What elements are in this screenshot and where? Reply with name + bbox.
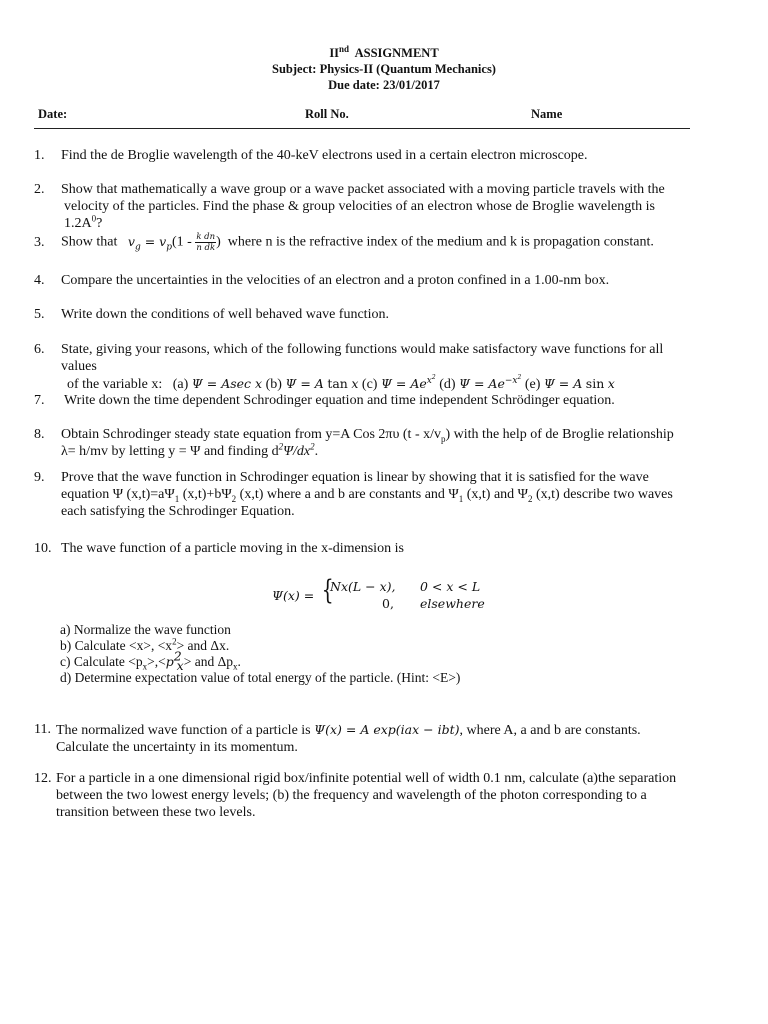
date-label: Date: — [38, 107, 68, 121]
piecewise-wave-function: Ψ(x) = { Nx(L − x), 0, 0 < x < L elsewhere — [272, 575, 485, 611]
linear-combination-line: equation Ψ $(x,t)=a\Psi_1$ $(x,t)+b\Psi_2$ (x,t) where a and b are constants and $\Psi_1$ (x,t) and $\Psi_2$ (x,t) describe two waves — [61, 487, 673, 504]
question-10-part-a: a) Normalize the wave function — [60, 622, 231, 637]
question-12: 12. For a particle in a one dimensional rigid box/infinite potential well of width 0.1 nm, calculate (a)the separation between the two lowest energy levels; (b) the frequency and wavelength of the photon corresponding to a transition between these two levels. — [34, 771, 677, 820]
group-velocity-formula: $v_g = v_p$ — [127, 233, 172, 253]
question-3: 3. Show that $v_g = v_p(1$ - $\frac{\text{k dn}}{\text{n dk}}$ ) where n is the refractive index of the medium and k is propagation constant. — [34, 232, 654, 253]
question-11: 11. The normalized wave function of a particle is Ψ(x) = A exp(iax − ibt), where A, a and b are constants. Calculate the uncertainty in its momentum. — [34, 722, 641, 755]
assignment-title: IInd ASSIGNMENT — [329, 43, 439, 60]
name-label: Name — [531, 107, 563, 121]
question-7: 7. Write down the time dependent Schrodinger equation and time independent Schrödinger equation. — [34, 393, 615, 408]
due-date: Due date: 23/01/2017 — [328, 78, 440, 92]
question-4: 4. Compare the uncertainties in the velocities of an electron and a proton confined in a 1.00-nm box. — [34, 273, 610, 288]
dn-dk-fraction: $\frac{\text{k dn}}{\text{n dk}}$ — [196, 232, 216, 253]
question-8: 8. Obtain Schrodinger steady state equation from y=A Cos 2πυ $(t - x/v_p)$ with the help of de Broglie relationship λ= h/mv by letting y = Ψ and finding $d^2\Psi/dx^2$. — [34, 427, 674, 459]
subject-line: Subject: Physics-II (Quantum Mechanics) — [272, 62, 496, 76]
question-10: 10. The wave function of a particle moving in the x-dimension is — [34, 541, 404, 556]
question-1: 1. Find the de Broglie wavelength of the 40-keV electrons used in a certain electron microscope. — [34, 148, 588, 163]
question-10-part-b: b) Calculate <x>, $<x^2>$ and Δx. — [60, 636, 230, 653]
roll-no-label: Roll No. — [305, 107, 349, 121]
question-9: 9. Prove that the wave function in Schrodinger equation is linear by showing that it is satisfied for the wave equation Ψ $(x,t)=a\Psi_1$ $(x,t)+b\Psi_2$ (x,t) where a and b are constants and $\Psi_1$ (x,t) and $\Psi_2$ (x,t) describe two waves each satisfying the Schrodinger Equation. — [34, 469, 690, 520]
question-2: 2. Show that mathematically a wave group or a wave packet associated with a moving particle travels with the velocity of the particles. Find the phase & group velocities of an electron whose de Broglie wavelength is $1.2A^0$? — [34, 182, 665, 231]
question-10-part-d: d) Determine expectation value of total energy of the particle. (Hint: <E>) — [60, 670, 461, 685]
question-10-part-c: c) Calculate $<p_x>,<p^2_x>$ and $\Delta p_x$. — [60, 648, 241, 673]
question-6: 6. State, giving your reasons, which of the following functions would make satisfactory wave functions for all values of the variable x: (a) Ψ = Asec x (b) Ψ = A tan x (c) $\Psi = Ae^{x^2}$ (d) $\Psi = Ae^{-x^2}$ (e) Ψ = A sin x — [34, 342, 664, 392]
candidate-functions: (a) Ψ = Asec x (b) Ψ = A tan x (c) $\Psi = Ae^{x^2}$ (d) $\Psi = Ae^{-x^2}$ (e) Ψ = A sin x — [172, 373, 615, 392]
header-divider — [34, 128, 690, 129]
normalized-wave-function: Ψ(x) = A exp(iax − ibt) — [314, 722, 460, 737]
question-5: 5. Write down the conditions of well behaved wave function. — [34, 307, 389, 322]
